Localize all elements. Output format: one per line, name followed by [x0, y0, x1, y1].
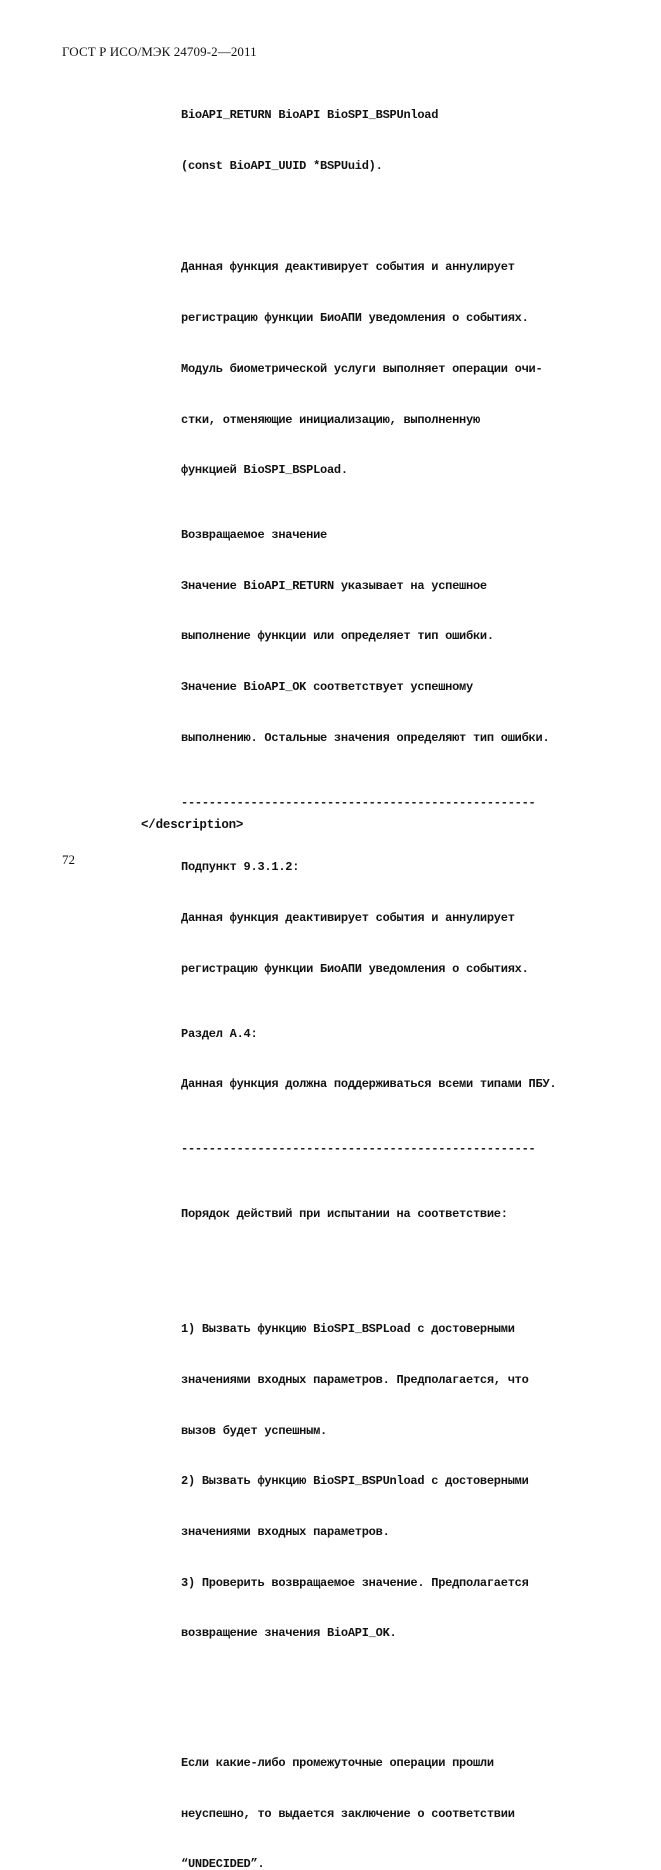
subclause-heading: Подпункт 9.3.1.2: [181, 860, 300, 875]
step-line: значениями входных параметров. [181, 1524, 390, 1539]
failure-note-line: неуспешно, то выдается заключение о соответствии [181, 1806, 515, 1821]
spacer [181, 1253, 556, 1276]
section-heading: Раздел А.4: [181, 1026, 258, 1041]
return-text-line: выполнение функции или определяет тип ошибки. [181, 629, 494, 644]
signature-line: BioAPI_RETURN BioAPI BioSPI_BSPUnload [181, 108, 439, 122]
step-line: 3) Проверить возвращаемое значение. Предполагается [181, 1575, 529, 1590]
return-text-line: выполнению. Остальные значения определяют тип ошибки. [181, 730, 550, 745]
step-line: возвращение значения BioAPI_OK. [181, 1626, 397, 1641]
separator-line: --------------------------------------------------- [181, 795, 536, 810]
function-description-body [181, 76, 556, 1870]
description-line: Модуль биометрической услуги выполняет операции очи- [181, 361, 543, 376]
step-line: 1) Вызвать функцию BioSPI_BSPLoad с достоверными [181, 1322, 515, 1337]
subclause-text-line: регистрацию функции БиоАПИ уведомления о событиях. [181, 961, 529, 976]
signature-line: (const BioAPI_UUID *BSPUuid). [181, 158, 383, 173]
description-line: регистрацию функции БиоАПИ уведомления о событиях. [181, 311, 529, 326]
document-header: ГОСТ Р ИСО/МЭК 24709-2—2011 [62, 44, 257, 59]
spacer [181, 1687, 556, 1710]
procedure-heading: Порядок действий при испытании на соответствие: [181, 1206, 508, 1221]
spacer [181, 205, 556, 214]
page-number: 72 [62, 852, 75, 867]
separator-line: --------------------------------------------------- [181, 1141, 536, 1156]
failure-note-line: Если какие-либо промежуточные операции прошли [181, 1755, 494, 1770]
step-line: 2) Вызвать функцию BioSPI_BSPUnload с достоверными [181, 1474, 529, 1489]
section-text: Данная функция должна поддерживаться всеми типами ПБУ. [181, 1077, 557, 1092]
subclause-text-line: Данная функция деактивирует события и аннулирует [181, 911, 515, 926]
return-heading: Возвращаемое значение [181, 528, 327, 543]
step-line: значениями входных параметров. Предполагается, что [181, 1372, 529, 1387]
description-line: Данная функция деактивирует события и аннулирует [181, 260, 515, 275]
failure-note-line: “UNDECIDED”. [181, 1857, 265, 1870]
return-text-line: Значение BioAPI_OK соответствует успешному [181, 680, 473, 695]
return-text-line: Значение BioAPI_RETURN указывает на успешное [181, 578, 487, 593]
step-line: вызов будет успешным. [181, 1423, 327, 1438]
description-line: функцией BioSPI_BSPLoad. [181, 463, 348, 478]
description-line: стки, отменяющие инициализацию, выполненную [181, 412, 480, 427]
closing-tag: </description> [141, 818, 244, 832]
